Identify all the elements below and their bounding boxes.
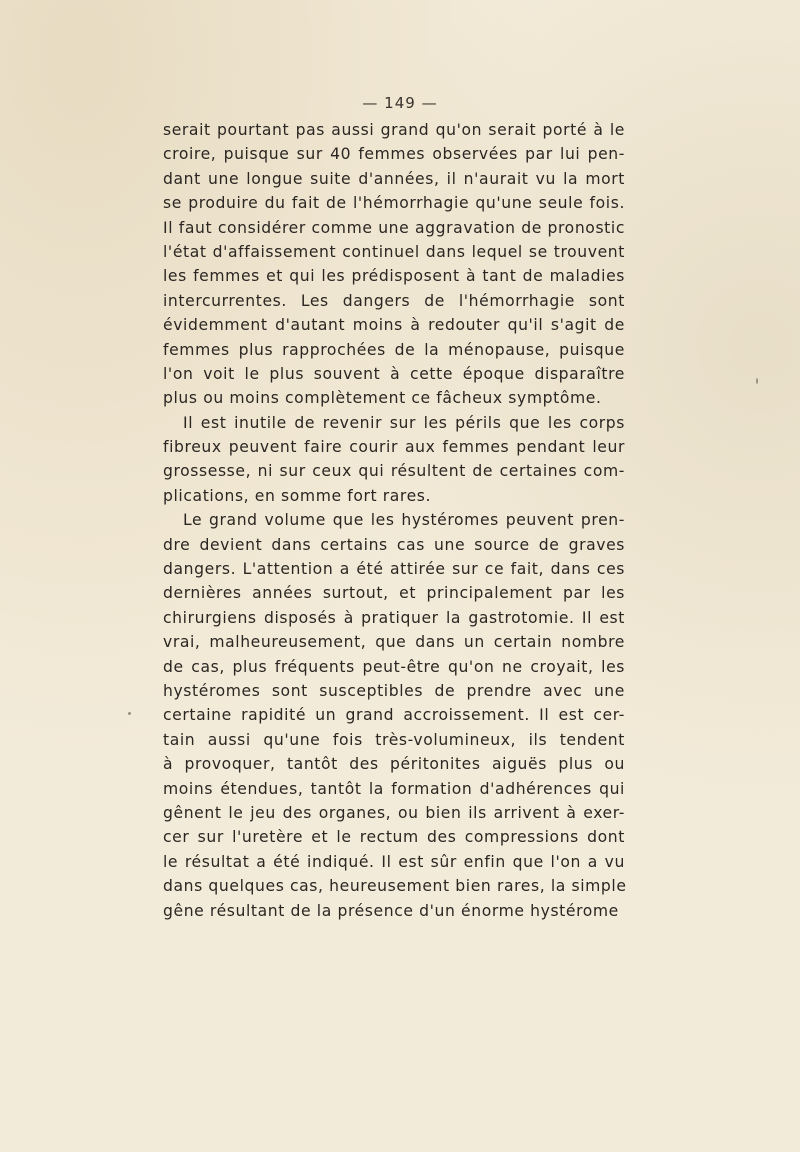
text-line: dernières années surtout, et principalement par les (163, 584, 625, 603)
text-line: l'on voit le plus souvent à cette époque disparaître (163, 364, 625, 383)
text-line: dans quelques cas, heureusement bien rares, la simple (163, 877, 627, 896)
text-line: certaine rapidité un grand accroissement. Il est cer- (163, 706, 625, 725)
text-line: hystéromes sont susceptibles de prendre avec une (163, 681, 625, 700)
body-text (163, 118, 625, 923)
text-line: Il faut considérer comme une aggravation de pronostic (163, 218, 625, 237)
text-line: intercurrentes. Les dangers de l'hémorrhagie sont (163, 291, 625, 310)
text-line: Le grand volume que les hystéromes peuvent pren- (183, 511, 625, 530)
text-line: l'état d'affaissement continuel dans lequel se trouvent (163, 242, 625, 261)
text-line: fibreux peuvent faire courir aux femmes pendant leur (163, 438, 625, 457)
text-line: Il est inutile de revenir sur les périls que les corps (183, 413, 625, 432)
text-line: grossesse, ni sur ceux qui résultent de certaines com- (163, 462, 625, 481)
text-line: plications, en somme fort rares. (163, 486, 432, 505)
text-line: les femmes et qui les prédisposent à tant de maladies (163, 267, 625, 286)
text-line: cer sur l'uretère et le rectum des compressions dont (163, 828, 625, 847)
text-line: dangers. L'attention a été attirée sur ce fait, dans ces (163, 560, 625, 579)
text-line: gênent le jeu des organes, ou bien ils arrivent à exer- (163, 803, 625, 822)
text-line: à provoquer, tantôt des péritonites aiguës plus ou (163, 755, 625, 774)
text-line: se produire du fait de l'hémorrhagie qu'une seule fois. (163, 194, 625, 213)
text-line: gêne résultant de la présence d'un énorme hystérome (163, 901, 619, 920)
text-line: femmes plus rapprochées de la ménopause, puisque (163, 340, 625, 359)
text-line: tain aussi qu'une fois très-volumineux, ils tendent (163, 730, 625, 749)
text-line: croire, puisque sur 40 femmes observées par lui pen- (163, 145, 625, 164)
text-line: le résultat a été indiqué. Il est sûr enfin que l'on a vu (163, 852, 625, 871)
text-line: vrai, malheureusement, que dans un certain nombre (163, 633, 625, 652)
text-line: moins étendues, tantôt la formation d'adhérences qui (163, 779, 625, 798)
text-line: évidemment d'autant moins à redouter qu'il s'agit de (163, 316, 625, 335)
text-line: de cas, plus fréquents peut-être qu'on ne croyait, les (163, 657, 625, 676)
text-line: dant une longue suite d'années, il n'aurait vu la mort (163, 169, 625, 188)
paper-speck (756, 378, 758, 384)
page-number: — 149 — (362, 94, 438, 112)
text-line: serait pourtant pas aussi grand qu'on serait porté à le (163, 121, 625, 139)
paper-speck (128, 712, 131, 715)
text-line: dre devient dans certains cas une source de graves (163, 535, 625, 554)
text-line: chirurgiens disposés à pratiquer la gastrotomie. Il est (163, 608, 625, 627)
text-line: plus ou moins complètement ce fâcheux symptôme. (163, 389, 602, 408)
